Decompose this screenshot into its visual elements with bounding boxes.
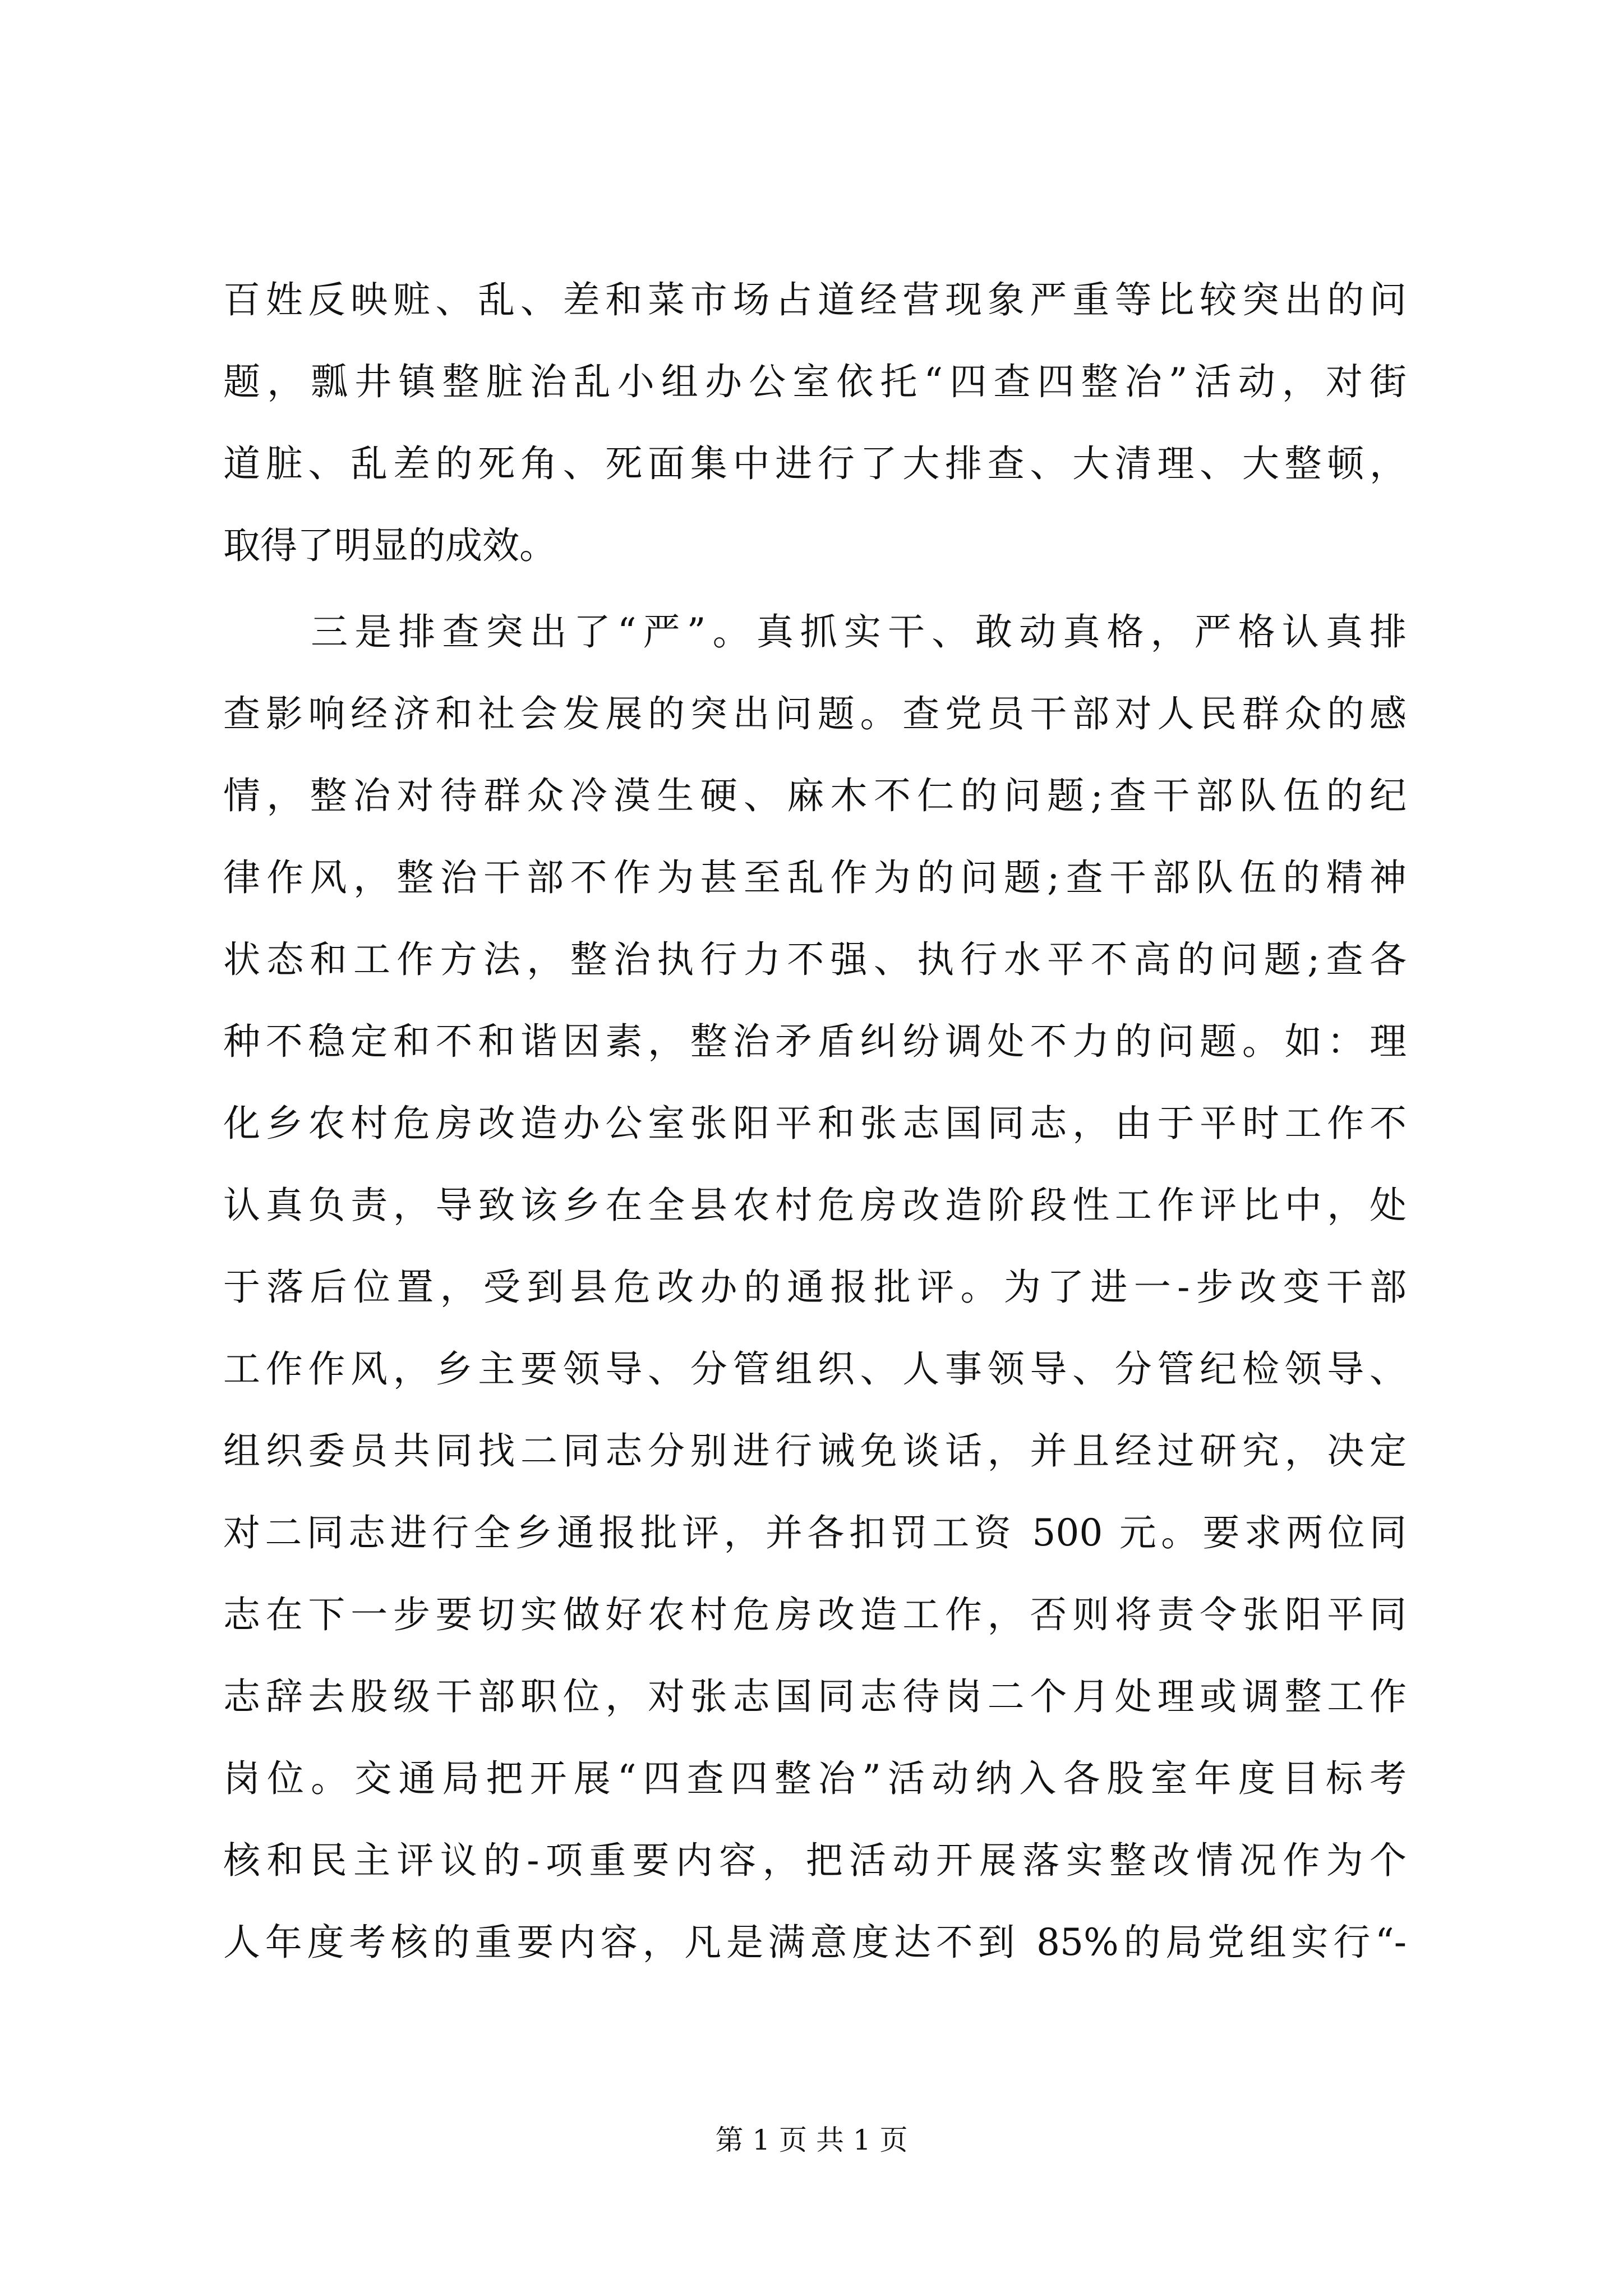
paragraph	[223, 259, 1407, 587]
text-line: 取得了明显的成效。	[223, 524, 556, 567]
page-number-label: 第 1 页 共 1 页	[715, 2124, 908, 2156]
text-line: 查影响经济和社会发展的突出问题。查党员干部对人民群众的感	[223, 692, 1407, 735]
text-line: 人年度考核的重要内容，凡是满意度达不到 85%的局党组实行“-	[223, 1921, 1407, 1964]
paragraph	[223, 591, 1407, 1984]
text-line: 认真负责，导致该乡在全县农村危房改造阶段性工作评比中，处	[223, 1184, 1407, 1227]
text-line: 组织委员共同找二同志分别进行诫免谈话，并且经过研究，决定	[223, 1429, 1407, 1473]
text-line: 状态和工作方法，整治执行力不强、执行水平不高的问题;查各	[223, 938, 1407, 981]
text-line: 工作作风，乡主要领导、分管组织、人事领导、分管纪检领导、	[223, 1347, 1407, 1391]
text-line: 三是排查突出了“严”。真抓实干、敢动真格，严格认真排	[223, 610, 1407, 654]
text-line: 化乡农村危房改造办公室张阳平和张志国同志，由于平时工作不	[223, 1102, 1407, 1145]
text-line: 题，瓢井镇整脏治乱小组办公室依托“四查四整冶”活动，对街	[223, 360, 1407, 403]
text-line: 种不稳定和不和谐因素，整治矛盾纠纷调处不力的问题。如：理	[223, 1020, 1407, 1063]
text-line: 道脏、乱差的死角、死面集中进行了大排查、大清理、大整顿，	[223, 442, 1407, 485]
text-line: 核和民主评议的-项重要内容，把活动开展落实整改情况作为个	[223, 1839, 1407, 1882]
text-line: 于落后位置，受到县危改办的通报批评。为了进一-步改变干部	[223, 1266, 1407, 1309]
text-line: 志辞去股级干部职位，对张志国同志待岗二个月处理或调整工作	[223, 1675, 1407, 1718]
text-line: 百姓反映赃、乱、差和菜市场占道经营现象严重等比较突出的问	[223, 278, 1407, 321]
text-line: 律作风，整治干部不作为甚至乱作为的问题;查干部队伍的精神	[223, 856, 1407, 899]
text-line: 志在下一步要切实做好农村危房改造工作，否则将责令张阳平同	[223, 1593, 1407, 1636]
page-footer	[0, 2120, 1623, 2160]
document-body	[223, 259, 1407, 1984]
text-line: 对二同志进行全乡通报批评，并各扣罚工资 500 元。要求两位同	[223, 1511, 1407, 1554]
text-line: 情，整冶对待群众冷漠生硬、麻木不仁的问题;查干部队伍的纪	[223, 774, 1407, 817]
text-line: 岗位。交通局把开展“四查四整冶”活动纳入各股室年度目标考	[223, 1757, 1407, 1800]
